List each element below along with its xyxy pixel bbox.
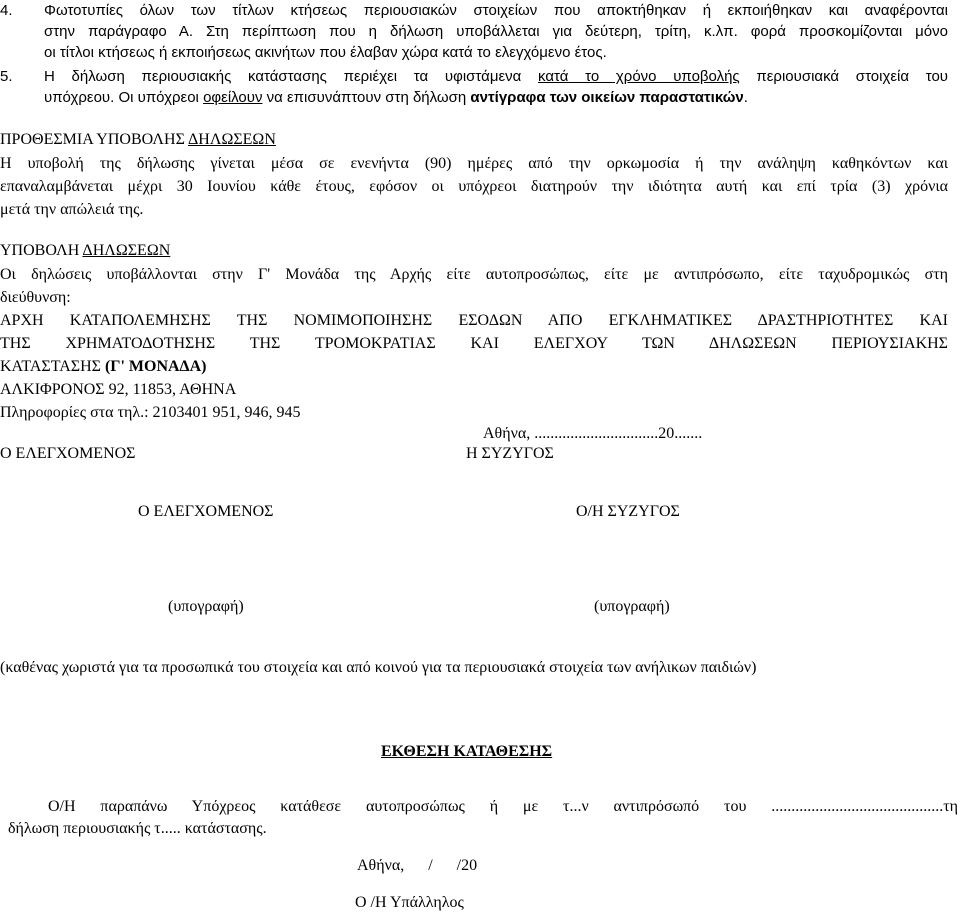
spouse-label: Η ΣΥΖΥΓΟΣ: [466, 445, 554, 462]
section-heading: [0, 129, 276, 150]
signature-note: (καθένας χωριστά για τα προσωπικά του στοιχεία και από κοινού για τα περιουσιακά στοιχεία των ανήλικων παιδιών): [0, 659, 757, 676]
deposit-report-line: δήλωση περιουσιακής τ..... κατάστασης.: [8, 820, 267, 837]
controlled-person-label: Ο ΕΛΕΓΧΟΜΕΝΟΣ: [138, 503, 274, 520]
item-text-line: [44, 87, 748, 108]
paragraph-line: επαναλαμβάνεται μέχρι 30 Ιουνίου κάθε έτους, εφόσον οι υπόχρεοι διατηρούν την ιδιότητα αυτή και επί τρία (3) χρόνια: [0, 178, 948, 195]
text-run: να επισυνάπτουν στη δήλωση: [262, 89, 471, 106]
signature-placeholder: (υπογραφή): [168, 598, 244, 615]
paragraph-line: μετά την απώλειά της.: [0, 201, 144, 218]
text-run: περιουσιακά στοιχεία του: [739, 68, 948, 85]
deposit-report-line: Ο/Η παραπάνω Υπόχρεος κατάθεσε αυτοπροσώπως ή με τ...ν αντιπρόσωπό του ...........................................τη: [48, 798, 958, 815]
item-text-line: στην παράγραφο Α. Στη περίπτωση που η δήλωση υποβάλλεται για δεύτερη, τρίτη, κ.λπ. φορά προσκομίζονται μόνο: [44, 23, 948, 40]
place-date: Αθήνα, ...............................20.......: [483, 425, 703, 442]
text-run: ΚΑΤΑΣΤΑΣΗΣ: [0, 358, 105, 375]
bold-text: (Γ' ΜΟΝΑΔΑ): [104, 358, 207, 375]
text-run: Η δήλωση περιουσιακής κατάστασης περιέχει τα υφιστάμενα: [44, 68, 539, 85]
phone-info: Πληροφορίες στα τηλ.: 2103401 951, 946, 945: [0, 404, 301, 421]
underlined-text: κατά το χρόνο υποβολής: [538, 68, 740, 85]
clerk-label: Ο /Η Υπάλληλος: [355, 894, 464, 911]
text-run: .: [743, 89, 748, 106]
item-number: 5.: [0, 68, 13, 85]
authority-name-line: ΑΡΧΗ ΚΑΤΑΠΟΛΕΜΗΣΗΣ ΤΗΣ ΝΟΜΙΜΟΠΟΙΗΣΗΣ ΕΣΟΔΩΝ ΑΠΟ ΕΓΚΛΗΜΑΤΙΚΕΣ ΔΡΑΣΤΗΡΙΟΤΗΤΕΣ ΚΑΙ: [0, 312, 948, 329]
authority-name-line: [0, 356, 206, 377]
bold-text: αντίγραφα των οικείων παραστατικών: [470, 89, 744, 106]
item-text-line: οι τίτλοι κτήσεως ή εκποιήσεως ακινήτων που έλαβαν χώρα κατά το ελεγχόμενο έτος.: [44, 44, 607, 61]
section-heading: [0, 240, 170, 261]
deposit-report-title: ΕΚΘΕΣΗ ΚΑΤΑΘΕΣΗΣ: [381, 743, 553, 760]
underlined-text: οφείλουν: [203, 89, 263, 106]
item-number: 4.: [0, 2, 13, 19]
controlled-person-label: Ο ΕΛΕΓΧΟΜΕΝΟΣ: [0, 445, 136, 462]
paragraph-line: Οι δηλώσεις υποβάλλονται στην Γ' Μονάδα της Αρχής είτε αυτοπροσώπως, είτε με αντιπρόσωπο, είτε ταχυδρομικώς στη: [0, 266, 948, 283]
spouse-label: Ο/Η ΣΥΖΥΓΟΣ: [576, 503, 680, 520]
address: ΑΛΚΙΦΡΟΝΟΣ 92, 11853, ΑΘΗΝΑ: [0, 381, 237, 398]
deposit-date: Αθήνα, / /20: [357, 857, 478, 874]
paragraph-line: Η υποβολή της δήλωσης γίνεται μέσα σε ενενήντα (90) ημέρες από την ορκωμοσία ή την ανάληψη καθηκόντων και: [0, 155, 948, 172]
heading-text: ΠΡΟΘΕΣΜΙΑ ΥΠΟΒΟΛΗΣ: [0, 131, 188, 148]
signature-placeholder: (υπογραφή): [594, 598, 670, 615]
heading-underlined: ΔΗΛΩΣΕΩΝ: [188, 131, 276, 148]
authority-name-line: ΤΗΣ ΧΡΗΜΑΤΟΔΟΤΗΣΗΣ ΤΗΣ ΤΡΟΜΟΚΡΑΤΙΑΣ ΚΑΙ ΕΛΕΓΧΟΥ ΤΩΝ ΔΗΛΩΣΕΩΝ ΠΕΡΙΟΥΣΙΑΚΗΣ: [0, 335, 948, 352]
item-text-line: [44, 66, 948, 87]
item-text-line: Φωτοτυπίες όλων των τίτλων κτήσεως περιουσιακών στοιχείων που αποκτήθηκαν ή εκποιήθηκαν και αναφέρονται: [44, 2, 948, 19]
heading-text: ΥΠΟΒΟΛΗ: [0, 242, 83, 259]
paragraph-line: διεύθυνση:: [0, 289, 71, 306]
text-run: υπόχρεου. Οι υπόχρεοι: [44, 89, 204, 106]
heading-underlined: ΔΗΛΩΣΕΩΝ: [82, 242, 171, 259]
